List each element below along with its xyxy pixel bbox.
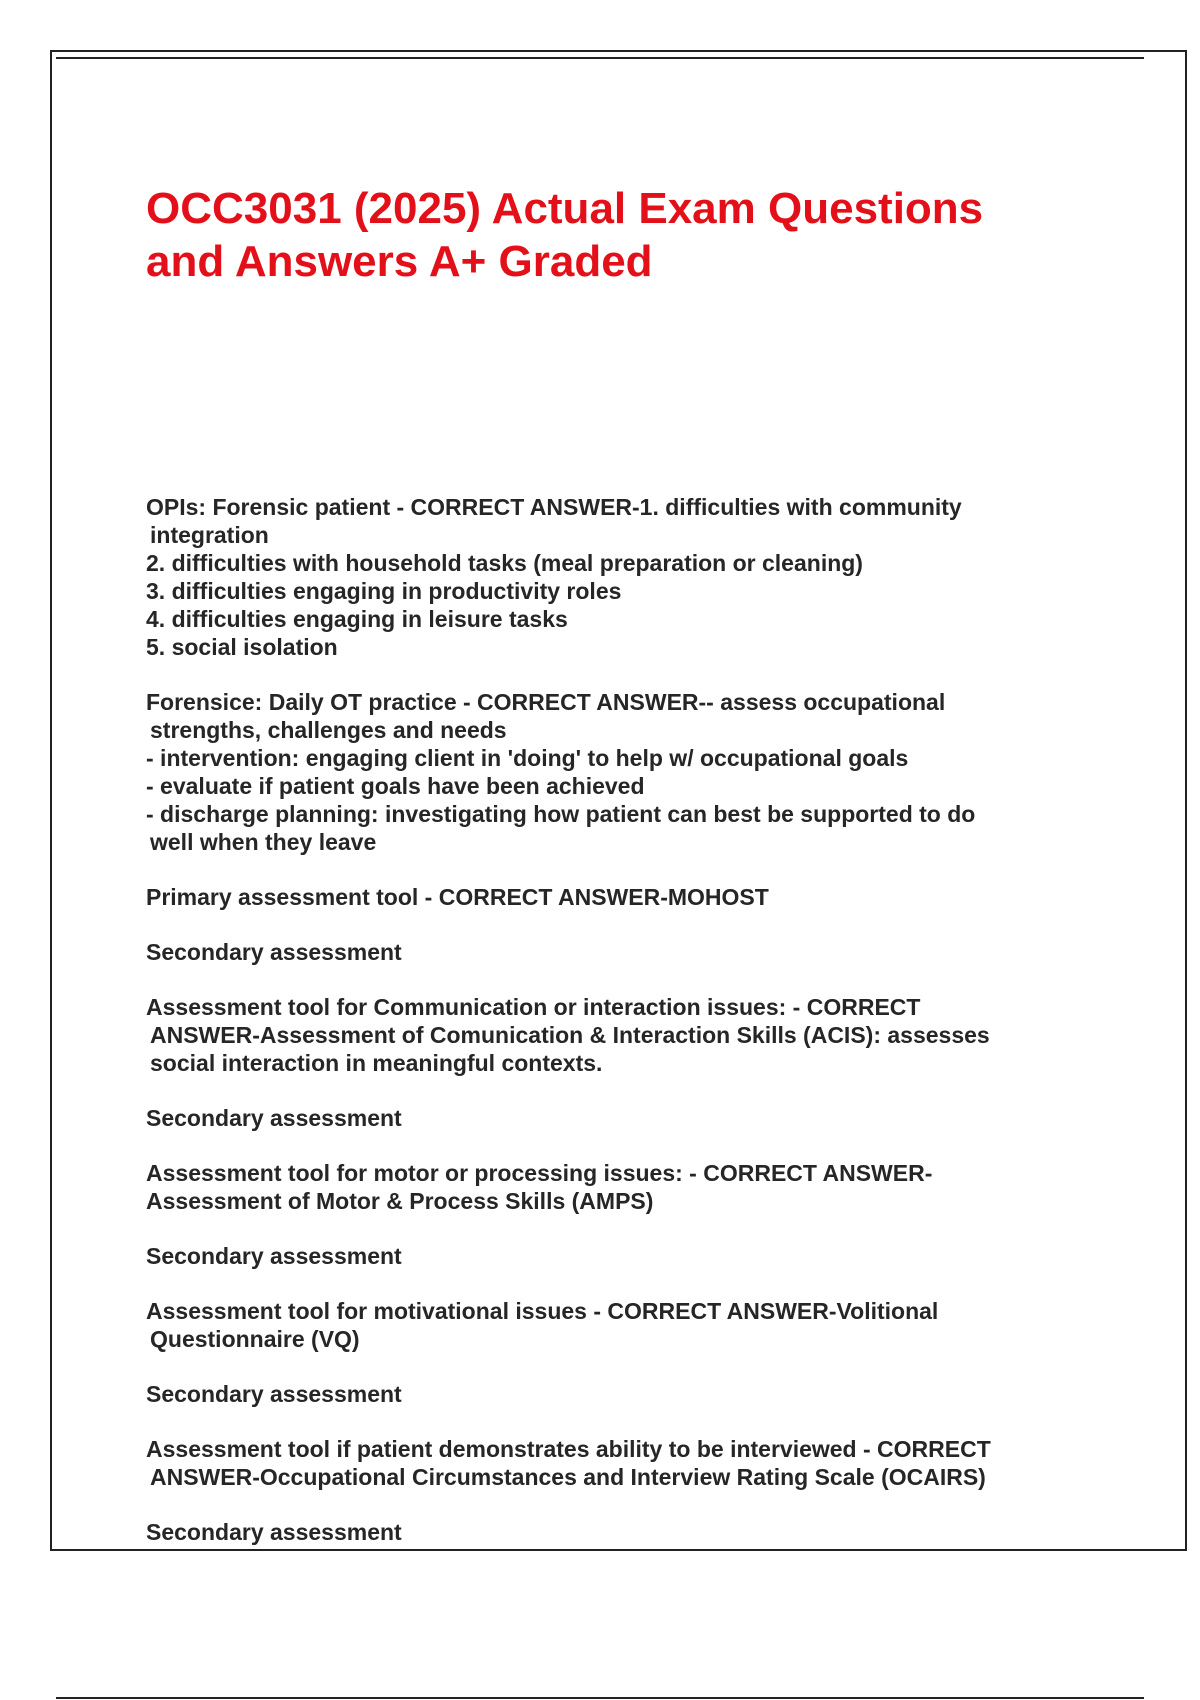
qa-line: Assessment tool for motor or processing issues: - CORRECT ANSWER- bbox=[146, 1160, 933, 1186]
qa-line: OPIs: Forensic patient - CORRECT ANSWER-1. difficulties with community bbox=[146, 494, 962, 520]
qa-line: Secondary assessment bbox=[146, 939, 402, 965]
qa-line: - discharge planning: investigating how patient can best be supported to do bbox=[146, 801, 976, 827]
qa-block bbox=[146, 1297, 1086, 1353]
qa-block bbox=[146, 1380, 1086, 1408]
qa-line: Secondary assessment bbox=[146, 1519, 402, 1545]
qa-line: ANSWER-Assessment of Comunication & Interaction Skills (ACIS): assesses bbox=[150, 1022, 990, 1048]
qa-line: social interaction in meaningful contexts. bbox=[150, 1050, 603, 1076]
qa-block bbox=[146, 1159, 1086, 1215]
qa-line: ANSWER-Occupational Circumstances and Interview Rating Scale (OCAIRS) bbox=[150, 1464, 986, 1490]
qa-block bbox=[146, 688, 1086, 856]
qa-block bbox=[146, 883, 1086, 911]
document-title-line-1: OCC3031 (2025) Actual Exam Questions bbox=[146, 184, 984, 233]
qa-line: well when they leave bbox=[150, 829, 377, 855]
qa-line: Assessment of Motor & Process Skills (AMPS) bbox=[146, 1188, 654, 1214]
qa-line: 3. difficulties engaging in productivity roles bbox=[146, 578, 622, 604]
qa-block bbox=[146, 1435, 1086, 1491]
qa-line: Assessment tool for motivational issues - CORRECT ANSWER-Volitional bbox=[146, 1298, 939, 1324]
document-title bbox=[146, 182, 1066, 288]
qa-line: integration bbox=[150, 522, 269, 548]
qa-line: Questionnaire (VQ) bbox=[150, 1326, 360, 1352]
qa-line: Secondary assessment bbox=[146, 1105, 402, 1131]
qa-block bbox=[146, 993, 1086, 1077]
bottom-rule bbox=[56, 1697, 1144, 1699]
qa-line: Assessment tool if patient demonstrates ability to be interviewed - CORRECT bbox=[146, 1436, 991, 1462]
qa-line: Assessment tool for Communication or interaction issues: - CORRECT bbox=[146, 994, 921, 1020]
qa-line: 4. difficulties engaging in leisure tasks bbox=[146, 606, 568, 632]
qa-line: Secondary assessment bbox=[146, 1381, 402, 1407]
top-rule bbox=[56, 57, 1144, 59]
qa-content bbox=[146, 493, 1086, 1573]
qa-line: 5. social isolation bbox=[146, 634, 338, 660]
qa-line: - intervention: engaging client in 'doing' to help w/ occupational goals bbox=[146, 745, 909, 771]
qa-block bbox=[146, 1242, 1086, 1270]
qa-line: Secondary assessment bbox=[146, 1243, 402, 1269]
qa-block bbox=[146, 938, 1086, 966]
qa-block bbox=[146, 1518, 1086, 1546]
document-title-line-2: and Answers A+ Graded bbox=[146, 237, 653, 286]
qa-line: Forensice: Daily OT practice - CORRECT ANSWER-- assess occupational bbox=[146, 689, 946, 715]
qa-line: Primary assessment tool - CORRECT ANSWER-MOHOST bbox=[146, 884, 769, 910]
qa-line: 2. difficulties with household tasks (meal preparation or cleaning) bbox=[146, 550, 863, 576]
qa-block bbox=[146, 493, 1086, 661]
qa-line: - evaluate if patient goals have been achieved bbox=[146, 773, 645, 799]
qa-block bbox=[146, 1104, 1086, 1132]
qa-line: strengths, challenges and needs bbox=[150, 717, 507, 743]
